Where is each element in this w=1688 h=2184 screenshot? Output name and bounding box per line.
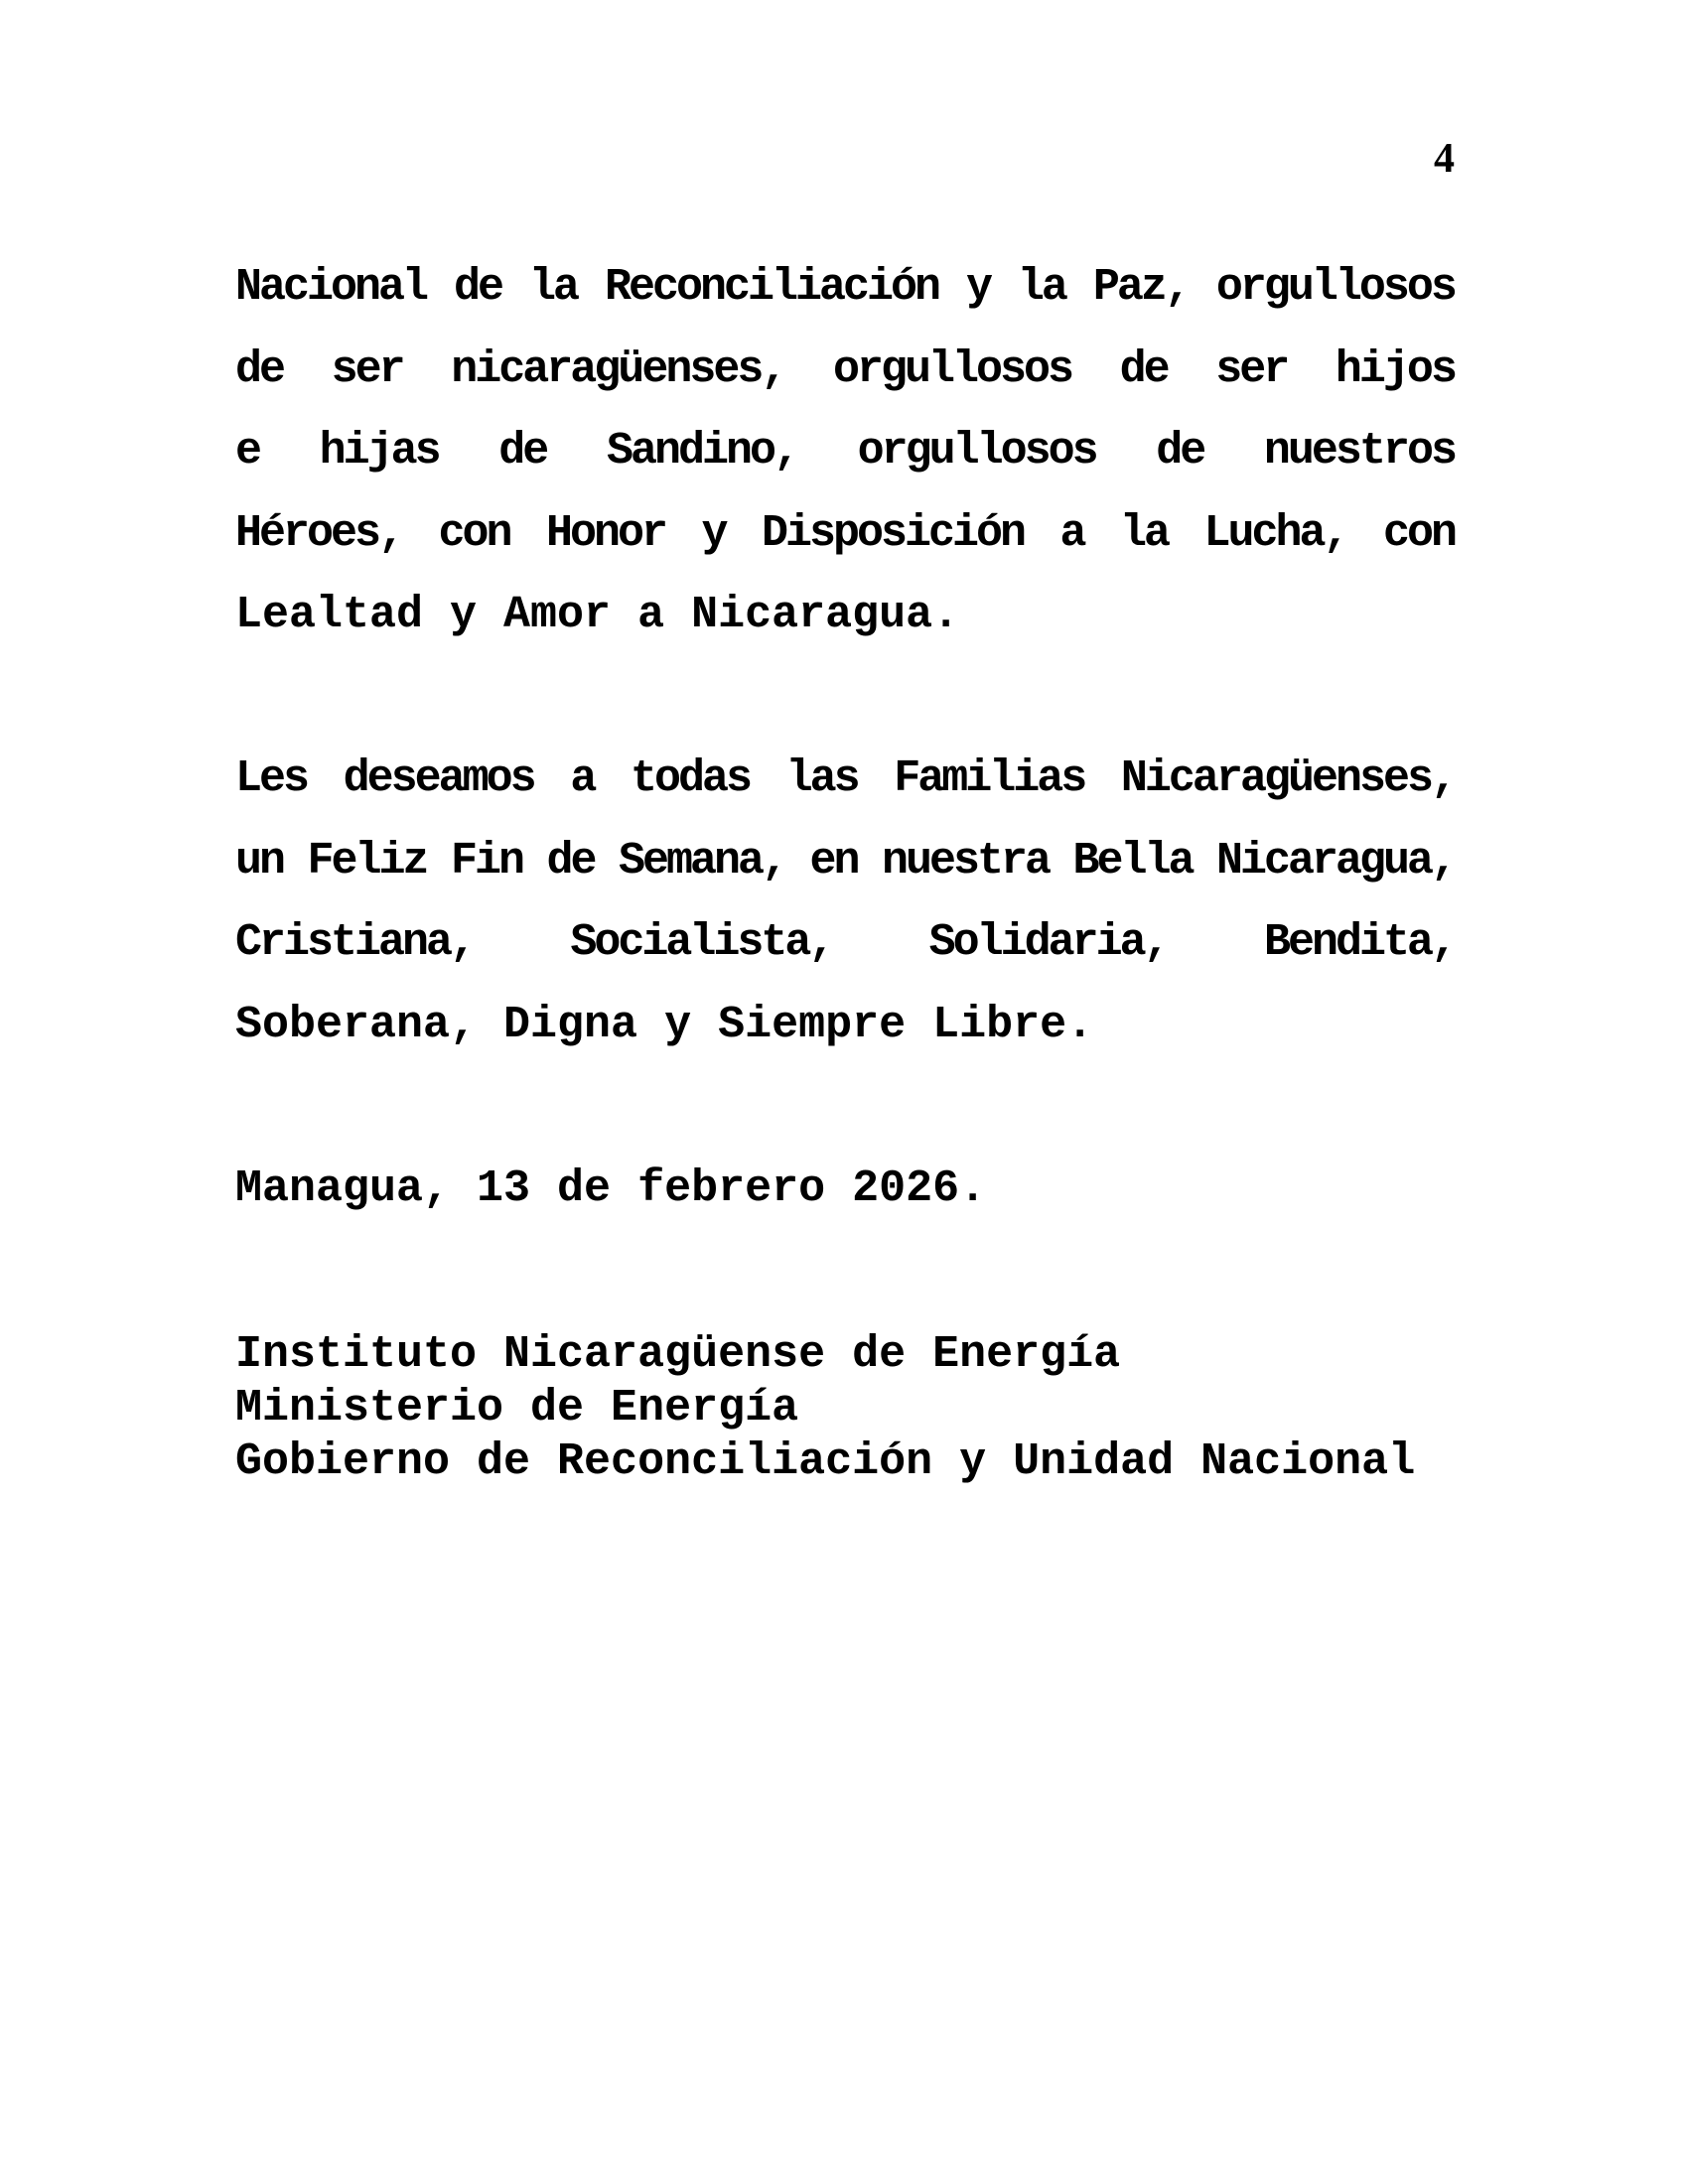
word: las (785, 753, 858, 804)
word: Disposición (761, 507, 1025, 559)
word: Feliz (307, 835, 427, 887)
signature-block (235, 1328, 1455, 1489)
dateline: Managua, 13 de febrero 2026. (235, 1162, 987, 1214)
word: de (1156, 426, 1204, 477)
blank-line (235, 657, 1455, 740)
text-line (235, 902, 1455, 985)
word: a (1059, 507, 1084, 559)
word: ser (331, 343, 403, 395)
word: ser (1215, 343, 1288, 395)
word: orgullosos (1215, 262, 1455, 313)
word: con (1382, 507, 1455, 559)
page-number: 4 (1434, 136, 1455, 182)
text-line (235, 411, 1455, 493)
word: Lucha, (1203, 507, 1347, 559)
word: Bella (1072, 835, 1193, 887)
word: Nicaragüenses, (1120, 753, 1455, 804)
word: Socialista, (570, 917, 833, 968)
word: de (1119, 343, 1168, 395)
word: orgullosos (832, 343, 1072, 395)
text-line (235, 821, 1455, 903)
word: y (701, 507, 726, 559)
text-line: Lealtad y Amor a Nicaragua. (235, 590, 960, 640)
signature-line: Ministerio de Energía (235, 1383, 799, 1433)
blank-line (235, 1230, 1455, 1328)
word: Solidaria, (928, 917, 1168, 968)
text-line: Soberana, Digna y Siempre Libre. (235, 999, 1094, 1050)
document-body (235, 247, 1455, 1489)
body-paragraphs (235, 247, 1455, 1066)
word: con (438, 507, 510, 559)
word: Reconciliación (604, 262, 938, 313)
word: Héroes, (235, 507, 403, 559)
word: Sandino, (606, 426, 797, 477)
word: Semana, (618, 835, 785, 887)
word: Cristiana, (235, 917, 475, 968)
word: orgullosos (857, 426, 1096, 477)
word: un (235, 835, 284, 887)
text-line (235, 247, 1455, 330)
text-line (235, 330, 1455, 412)
word: la (1119, 507, 1168, 559)
word: Fin (450, 835, 522, 887)
word: nicaragüenses, (451, 343, 785, 395)
blank-line (235, 1066, 1455, 1149)
word: Les (235, 753, 308, 804)
word: deseamos (343, 753, 534, 804)
word: la (1017, 262, 1065, 313)
word: de (235, 343, 284, 395)
word: todas (630, 753, 750, 804)
word: Nacional (235, 262, 427, 313)
word: la (528, 262, 577, 313)
word: y (965, 262, 990, 313)
word: nuestros (1263, 426, 1455, 477)
word: Familias (894, 753, 1085, 804)
text-line (235, 493, 1455, 576)
word: Paz, (1092, 262, 1189, 313)
word: nuestra (881, 835, 1049, 887)
word: a (570, 753, 595, 804)
word: de (498, 426, 547, 477)
word: de (454, 262, 502, 313)
text-line (235, 739, 1455, 821)
word: Honor (545, 507, 666, 559)
word: hijos (1335, 343, 1455, 395)
signature-line: Gobierno de Reconciliación y Unidad Nacional (235, 1436, 1416, 1487)
word: e (235, 426, 260, 477)
word: de (546, 835, 595, 887)
word: hijas (319, 426, 439, 477)
word: Nicaragua, (1215, 835, 1455, 887)
word: Bendita, (1263, 917, 1455, 968)
word: en (809, 835, 858, 887)
signature-line: Instituto Nicaragüense de Energía (235, 1329, 1121, 1380)
